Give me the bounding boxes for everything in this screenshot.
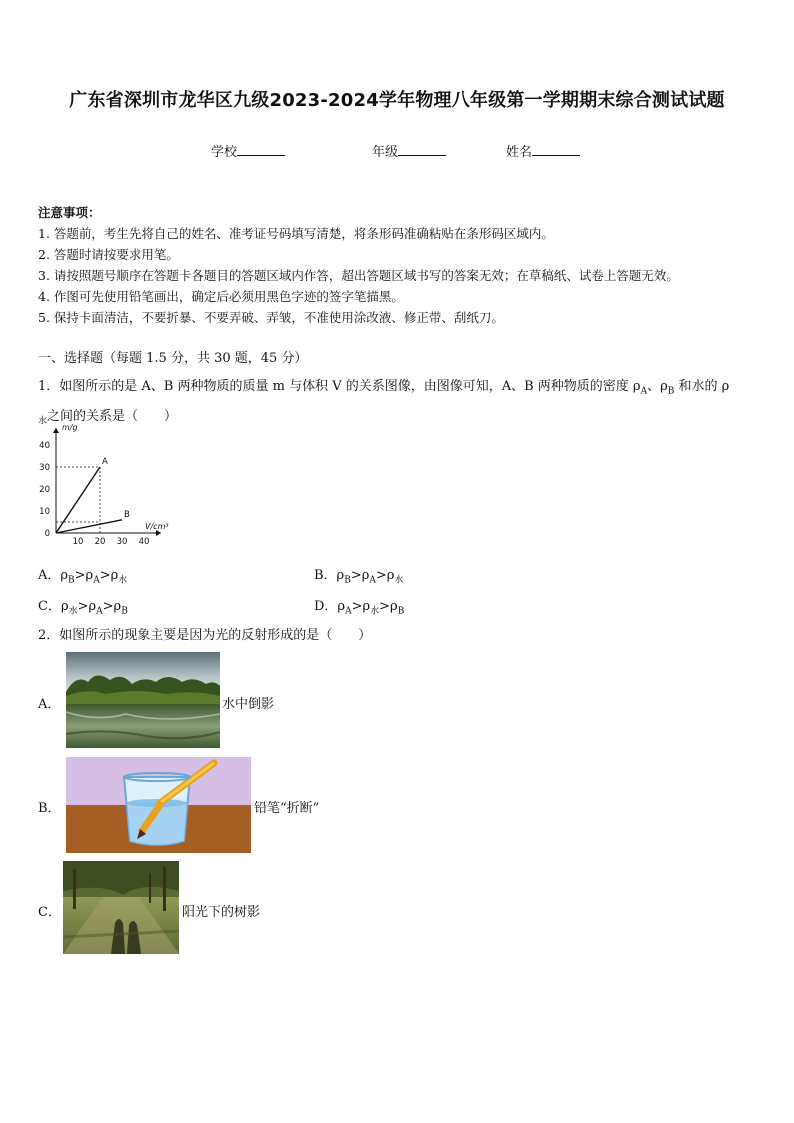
q1-option-b[interactable]: B．$\rho_B>\rho_A>\rho_水$ bbox=[314, 568, 404, 586]
school-field[interactable] bbox=[211, 141, 285, 160]
question-1-line-2 bbox=[38, 405, 177, 427]
series-label-a: A bbox=[102, 457, 108, 467]
q2-option-b-caption: 铅笔“折断” bbox=[254, 801, 320, 816]
q1-sub-b: B bbox=[667, 386, 675, 397]
name-blank[interactable] bbox=[532, 143, 580, 156]
q1-text-tail: 之间的关系是（ ） bbox=[47, 409, 178, 424]
q1-text-c: 和水的 ρ bbox=[674, 379, 730, 394]
x-axis-label: V/cm³ bbox=[145, 522, 169, 531]
lake-reflection-image bbox=[66, 652, 220, 748]
pencil-in-glass-image bbox=[66, 757, 251, 853]
q2-option-a-caption: 水中倒影 bbox=[222, 697, 275, 712]
x-tick-label: 10 bbox=[72, 537, 84, 547]
y-tick-label: 0 bbox=[44, 529, 50, 539]
q1-sub-a: A bbox=[640, 386, 648, 397]
q2-option-b-letter[interactable]: B． bbox=[38, 801, 61, 816]
y-axis-arrow bbox=[53, 428, 59, 433]
q1-option-d[interactable]: D．$\rho_A>\rho_水>\rho_B$ bbox=[314, 599, 405, 617]
q1-text-a: 1．如图所示的是 A、B 两种物质的质量 m 与体积 V 的关系图像，由图像可知，A、B 两种物质的密度 ρ bbox=[38, 379, 641, 394]
q1-option-c[interactable]: C．$\rho_水>\rho_A>\rho_B$ bbox=[38, 599, 128, 617]
series-line-a bbox=[56, 467, 100, 533]
question-1-line-1 bbox=[38, 375, 729, 397]
grade-blank[interactable] bbox=[398, 143, 446, 156]
name-label: 姓名 bbox=[506, 145, 533, 160]
x-tick-label: 30 bbox=[116, 537, 128, 547]
y-tick-label: 10 bbox=[39, 507, 50, 517]
x-tick-label: 20 bbox=[94, 537, 106, 547]
notice-item: 4. 作图可先使用铅笔画出，确定后必须用黑色字迹的签字笔描黑。 bbox=[38, 289, 404, 304]
mass-volume-chart bbox=[30, 423, 200, 551]
name-field[interactable] bbox=[506, 141, 580, 160]
q1-text-b: 、ρ bbox=[647, 379, 668, 394]
grade-label: 年级 bbox=[372, 145, 399, 160]
q1-option-a[interactable]: A．$\rho_B>\rho_A>\rho_水$ bbox=[38, 568, 128, 586]
x-tick-label: 40 bbox=[138, 537, 150, 547]
y-tick-label: 20 bbox=[39, 485, 50, 495]
notice-item: 1. 答题前，考生先将自己的姓名、准考证号码填写清楚，将条形码准确粘贴在条形码区域内。 bbox=[38, 226, 554, 241]
notice-item: 3. 请按照题号顺序在答题卡各题目的答题区域内作答，超出答题区域书写的答案无效；在草稿纸、试卷上答题无效。 bbox=[38, 268, 679, 283]
question-2-stem: 2．如图所示的现象主要是因为光的反射形成的是（ ） bbox=[38, 628, 372, 643]
tree-shadow-image bbox=[63, 861, 179, 954]
notice-item: 2. 答题时请按要求用笔。 bbox=[38, 247, 179, 262]
notice-heading: 注意事项： bbox=[38, 205, 101, 220]
school-label: 学校 bbox=[211, 145, 238, 160]
y-tick-label: 30 bbox=[39, 463, 50, 473]
school-blank[interactable] bbox=[237, 143, 285, 156]
y-tick-label: 40 bbox=[39, 441, 50, 451]
q1-sub-water: 水 bbox=[38, 416, 48, 427]
grade-field[interactable] bbox=[372, 141, 446, 160]
q2-option-c-letter[interactable]: C． bbox=[38, 905, 61, 920]
exam-title: 广东省深圳市龙华区九级2023-2024学年物理八年级第一学期期末综合测试试题 bbox=[69, 90, 725, 111]
y-axis-label: m/g bbox=[62, 423, 78, 432]
notice-block bbox=[38, 202, 679, 328]
q2-option-c-caption: 阳光下的树影 bbox=[182, 905, 261, 920]
notice-item: 5. 保持卡面清洁，不要折暴、不要弄破、弄皱，不准使用涂改液、修正带、刮纸刀。 bbox=[38, 310, 504, 325]
section-heading: 一、选择题（每题 1.5 分，共 30 题，45 分） bbox=[38, 351, 308, 366]
series-label-b: B bbox=[124, 509, 130, 520]
q2-option-a-letter[interactable]: A． bbox=[38, 697, 61, 712]
